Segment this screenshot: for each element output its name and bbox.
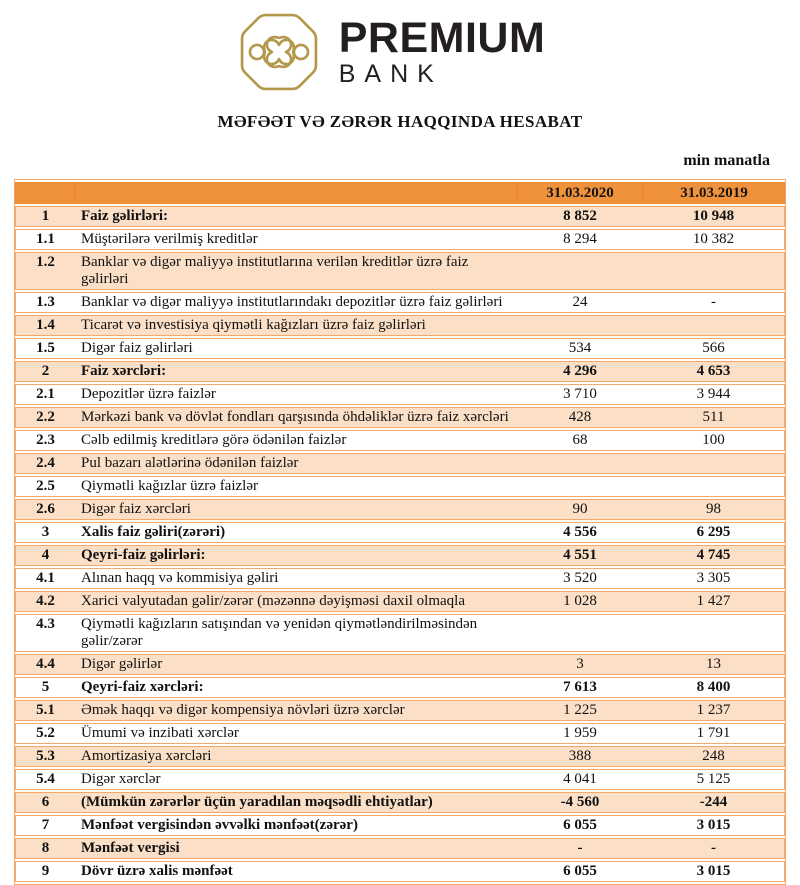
- row-value-2020: 1 959: [517, 723, 643, 744]
- row-label: Ticarət və investisiya qiymətli kağızları üzrə faiz gəlirləri: [75, 315, 517, 336]
- row-value-2020: -: [517, 838, 643, 859]
- row-label: Banklar və digər maliyyə institutlarındakı depozitlər üzrə faiz gəlirləri: [75, 292, 517, 313]
- column-header-2020: 31.03.2020: [517, 182, 643, 204]
- row-value-2020: 4 551: [517, 545, 643, 566]
- table-row: [15, 499, 785, 520]
- row-label: Müştərilərə verilmiş kreditlər: [75, 229, 517, 250]
- row-value-2019: 566: [643, 338, 785, 359]
- row-label: Dövr üzrə xalis mənfəət: [75, 861, 517, 882]
- row-label: Əmək haqqı və digər kompensiya növləri üzrə xərclər: [75, 700, 517, 721]
- row-label: Faiz gəlirləri:: [75, 206, 517, 227]
- row-number: 1.3: [15, 292, 75, 313]
- column-header-number: [15, 182, 75, 204]
- brand-header: [0, 0, 790, 98]
- row-label: Qeyri-faiz gəlirləri:: [75, 545, 517, 566]
- brand-name: PREMIUM: [338, 13, 546, 62]
- row-value-2020: 90: [517, 499, 643, 520]
- row-value-2019: 248: [643, 746, 785, 767]
- row-label: Digər gəlirlər: [75, 654, 517, 675]
- row-value-2020: 4 296: [517, 361, 643, 382]
- row-number: 2.4: [15, 453, 75, 474]
- row-value-2019: 98: [643, 499, 785, 520]
- report-title: MƏFƏƏT VƏ ZƏRƏR HAQQINDA HESABAT: [217, 112, 583, 131]
- table-row: [15, 522, 785, 543]
- column-header-2019: 31.03.2019: [643, 182, 785, 204]
- table-row: [15, 769, 785, 790]
- row-value-2020: 1 028: [517, 591, 643, 612]
- row-number: 5.3: [15, 746, 75, 767]
- row-value-2020: 24: [517, 292, 643, 313]
- row-number: 4.1: [15, 568, 75, 589]
- table-row: [15, 361, 785, 382]
- row-value-2019: 1 237: [643, 700, 785, 721]
- row-value-2019: 6 295: [643, 522, 785, 543]
- currency-unit-label: min manatla: [683, 152, 770, 169]
- row-label: Mənfəət vergisindən əvvəlki mənfəət(zərər): [75, 815, 517, 836]
- row-value-2020: [517, 453, 643, 474]
- row-label: Mərkəzi bank və dövlət fondları qarşısında öhdəliklər üzrə faiz xərcləri: [75, 407, 517, 428]
- profit-loss-table: [15, 180, 785, 884]
- row-number: 2.1: [15, 384, 75, 405]
- row-value-2020: 3: [517, 654, 643, 675]
- row-number: 5.2: [15, 723, 75, 744]
- row-value-2019: [643, 614, 785, 652]
- table-row: [15, 792, 785, 813]
- row-value-2019: 3 305: [643, 568, 785, 589]
- row-value-2020: 3 520: [517, 568, 643, 589]
- row-label: Faiz xərcləri:: [75, 361, 517, 382]
- table-row: [15, 746, 785, 767]
- table-header: [15, 182, 785, 204]
- table-row: [15, 654, 785, 675]
- row-number: 6: [15, 792, 75, 813]
- table-row: [15, 476, 785, 497]
- row-value-2020: -4 560: [517, 792, 643, 813]
- table-row: [15, 206, 785, 227]
- table-row: [15, 723, 785, 744]
- row-value-2019: 10 948: [643, 206, 785, 227]
- table-row: [15, 815, 785, 836]
- row-label: Digər faiz xərcləri: [75, 499, 517, 520]
- row-number: 7: [15, 815, 75, 836]
- row-number: 9: [15, 861, 75, 882]
- row-label: Depozitlər üzrə faizlər: [75, 384, 517, 405]
- row-number: 5.4: [15, 769, 75, 790]
- table-row: [15, 315, 785, 336]
- row-number: 1.1: [15, 229, 75, 250]
- row-number: 1.2: [15, 252, 75, 290]
- table-row: [15, 252, 785, 290]
- row-value-2020: 8 852: [517, 206, 643, 227]
- table-row: [15, 292, 785, 313]
- premium-bank-knot-logo: [235, 8, 323, 96]
- table-row: [15, 453, 785, 474]
- row-value-2019: 3 944: [643, 384, 785, 405]
- row-number: 1.4: [15, 315, 75, 336]
- row-value-2019: -244: [643, 792, 785, 813]
- table-row: [15, 229, 785, 250]
- row-value-2019: [643, 252, 785, 290]
- row-value-2019: [643, 476, 785, 497]
- row-value-2020: 6 055: [517, 861, 643, 882]
- row-label: Digər faiz gəlirləri: [75, 338, 517, 359]
- row-number: 4.3: [15, 614, 75, 652]
- table-row: [15, 700, 785, 721]
- row-value-2019: 10 382: [643, 229, 785, 250]
- row-value-2020: 6 055: [517, 815, 643, 836]
- row-label: Cəlb edilmiş kreditlərə görə ödənilən faizlər: [75, 430, 517, 451]
- table-row: [15, 568, 785, 589]
- table-body: [15, 206, 785, 882]
- row-value-2019: 13: [643, 654, 785, 675]
- row-value-2020: [517, 252, 643, 290]
- row-label: Mənfəət vergisi: [75, 838, 517, 859]
- brand-wordmark: [338, 13, 546, 88]
- row-number: 4.4: [15, 654, 75, 675]
- row-value-2019: 511: [643, 407, 785, 428]
- table-row: [15, 614, 785, 652]
- table-row: [15, 677, 785, 698]
- profit-loss-table-wrapper: [14, 179, 786, 885]
- row-number: 5: [15, 677, 75, 698]
- row-number: 2.5: [15, 476, 75, 497]
- row-label: Amortizasiya xərcləri: [75, 746, 517, 767]
- row-value-2020: [517, 315, 643, 336]
- row-number: 2: [15, 361, 75, 382]
- table-row: [15, 838, 785, 859]
- row-number: 1: [15, 206, 75, 227]
- row-value-2020: 8 294: [517, 229, 643, 250]
- row-value-2019: 4 653: [643, 361, 785, 382]
- row-number: 2.2: [15, 407, 75, 428]
- row-value-2020: 68: [517, 430, 643, 451]
- row-label: Ümumi və inzibati xərclər: [75, 723, 517, 744]
- row-value-2020: 388: [517, 746, 643, 767]
- row-label: Qiymətli kağızlar üzrə faizlər: [75, 476, 517, 497]
- row-value-2019: 3 015: [643, 815, 785, 836]
- row-value-2019: 100: [643, 430, 785, 451]
- row-label: Digər xərclər: [75, 769, 517, 790]
- row-label: Alınan haqq və kommisiya gəliri: [75, 568, 517, 589]
- row-label: Qiymətli kağızların satışından və yenidən qiymətləndirilməsindən gəlir/zərər: [75, 614, 517, 652]
- row-value-2020: 1 225: [517, 700, 643, 721]
- row-value-2020: [517, 614, 643, 652]
- row-value-2019: -: [643, 838, 785, 859]
- table-row: [15, 338, 785, 359]
- row-value-2020: [517, 476, 643, 497]
- column-header-description: [75, 182, 517, 204]
- row-label: Xalis faiz gəliri(zərəri): [75, 522, 517, 543]
- row-number: 2.3: [15, 430, 75, 451]
- row-label: Qeyri-faiz xərcləri:: [75, 677, 517, 698]
- table-row: [15, 861, 785, 882]
- row-value-2019: -: [643, 292, 785, 313]
- row-number: 2.6: [15, 499, 75, 520]
- header-row: [15, 182, 785, 204]
- row-value-2020: 534: [517, 338, 643, 359]
- table-row: [15, 407, 785, 428]
- row-value-2019: 8 400: [643, 677, 785, 698]
- row-number: 4: [15, 545, 75, 566]
- row-value-2019: 1 791: [643, 723, 785, 744]
- row-value-2020: 7 613: [517, 677, 643, 698]
- brand-subname: BANK: [338, 59, 443, 88]
- row-value-2020: 428: [517, 407, 643, 428]
- table-row: [15, 591, 785, 612]
- table-row: [15, 430, 785, 451]
- row-value-2019: 5 125: [643, 769, 785, 790]
- row-label: Xarici valyutadan gəlir/zərər (məzənnə dəyişməsi daxil olmaqla: [75, 591, 517, 612]
- row-value-2019: [643, 315, 785, 336]
- row-value-2019: 1 427: [643, 591, 785, 612]
- row-value-2019: [643, 453, 785, 474]
- row-number: 8: [15, 838, 75, 859]
- row-value-2020: 4 041: [517, 769, 643, 790]
- row-value-2019: 4 745: [643, 545, 785, 566]
- row-label: Banklar və digər maliyyə institutlarına verilən kreditlər üzrə faiz gəlirləri: [75, 252, 517, 290]
- row-value-2019: 3 015: [643, 861, 785, 882]
- row-number: 5.1: [15, 700, 75, 721]
- table-row: [15, 545, 785, 566]
- row-label: (Mümkün zərərlər üçün yaradılan məqsədli ehtiyatlar): [75, 792, 517, 813]
- row-value-2020: 3 710: [517, 384, 643, 405]
- row-number: 4.2: [15, 591, 75, 612]
- table-row: [15, 384, 785, 405]
- row-label: Pul bazarı alətlərinə ödənilən faizlər: [75, 453, 517, 474]
- row-number: 1.5: [15, 338, 75, 359]
- row-value-2020: 4 556: [517, 522, 643, 543]
- row-number: 3: [15, 522, 75, 543]
